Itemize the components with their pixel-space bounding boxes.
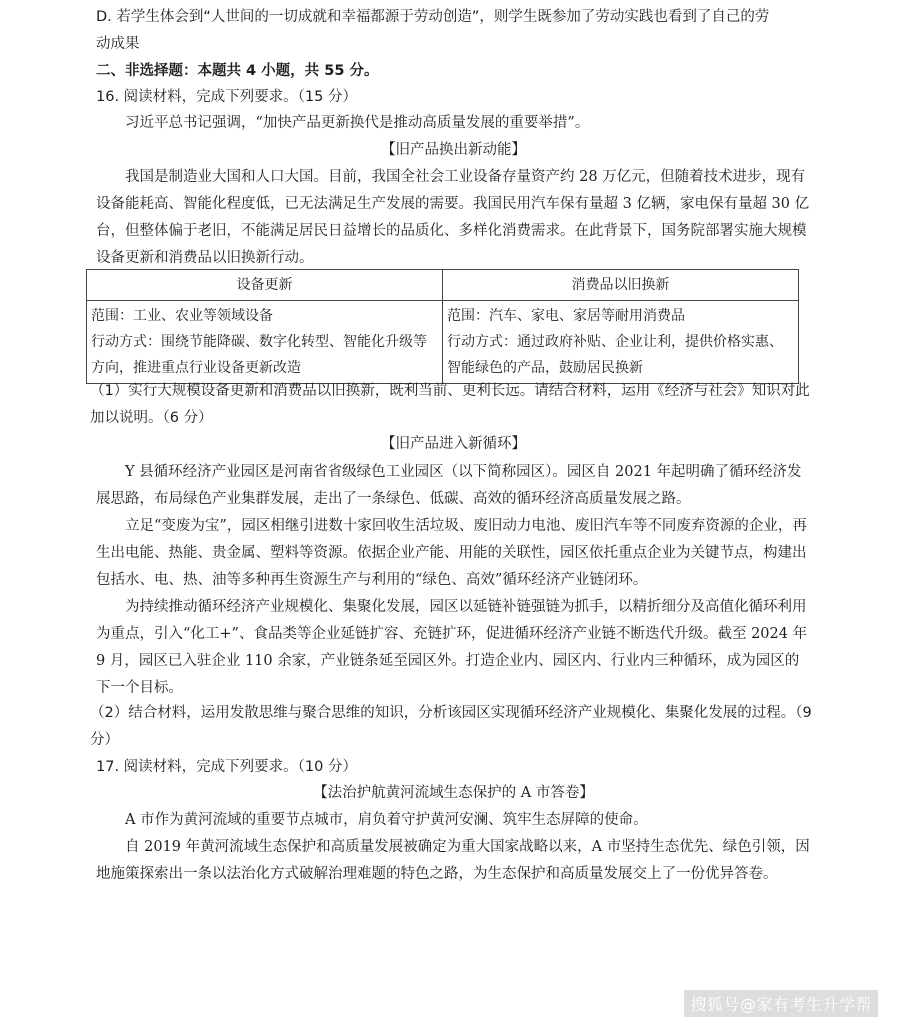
- q16-heading2: 【旧产品进入新循环】: [381, 436, 526, 452]
- q16-para2: Y 县循环经济产业园区是河南省省级绿色工业园区（以下简称园区）。园区自 2021 年起明确了循环经济发展思路，布局绿色产业集群发展，走出了一条绿色、低碳、高效的循环经济高质量发展之路。: [96, 464, 802, 507]
- option-d-line1: D. 若学生体会到“人世间的一切成就和幸福都源于劳动创造”，则学生既参加了劳动实践也看到了自己的劳: [96, 9, 770, 25]
- table-header-row: [87, 270, 799, 301]
- table-header-tradein: 消费品以旧换新: [443, 270, 799, 301]
- equipment-scope: 范围：工业、农业等领域设备: [91, 308, 273, 324]
- q16-para3: 立足“变废为宝”，园区相继引进数十家回收生活垃圾、废旧动力电池、废旧汽车等不同废弃资源的企业，再生出电能、热能、贵金属、塑料等资源。依据企业产能、用能的关联性，园区依托重点企业为关键节点，构建出包括水、电、热、油等多种再生资源生产与利用的“绿色、高效”循环经济产业链闭环。: [96, 518, 807, 588]
- equipment-action: 行动方式：围绕节能降碳、数字化转型、智能化升级等方向，推进重点行业设备更新改造: [91, 334, 427, 376]
- q17-heading: 【法治护航黄河流域生态保护的 A 市答卷】: [313, 785, 594, 801]
- q16-para1: 我国是制造业大国和人口大国。目前，我国全社会工业设备存量资产约 28 万亿元，但随着技术进步，现有设备能耗高、智能化程度低，已无法满足生产发展的需要。我国民用汽车保有量超 3 亿辆，家电保有量超 30 亿台，但整体偏于老旧，不能满足居民日益增长的品质化、多样化消费需求。在此背景下，国务院部署实施大规模设备更新和消费品以旧换新行动。: [96, 169, 810, 266]
- q16-sub2: （2）结合材料，运用发散思维与聚合思维的知识，分析该园区实现循环经济产业规模化、集聚化发展的过程。（9 分）: [90, 705, 812, 748]
- table-cell-tradein: [443, 301, 799, 384]
- option-d-line2: 动成果: [96, 36, 140, 52]
- q16-stem: 16. 阅读材料，完成下列要求。（15 分）: [96, 89, 357, 105]
- table-cell-equipment: [87, 301, 443, 384]
- comparison-table: [86, 269, 799, 384]
- q17-stem: 17. 阅读材料，完成下列要求。（10 分）: [96, 759, 357, 775]
- watermark-label: 搜狐号@家有考生升学帮: [684, 990, 878, 1017]
- table-body-row: [87, 301, 799, 384]
- table-header-equipment: 设备更新: [87, 270, 443, 301]
- section-header: 二、非选择题：本题共 4 小题，共 55 分。: [96, 63, 379, 79]
- q16-para4: 为持续推动循环经济产业规模化、集聚化发展，园区以延链补链强链为抓手，以精折细分及高值化循环利用为重点，引入“化工+”、食品类等企业延链扩容、充链扩环，促进循环经济产业链不断迭代升级。截至 2024 年 9 月，园区已入驻企业 110 余家，产业链条延至园区外。打造企业内、园区内、行业内三种循环，成为园区的下一个目标。: [96, 599, 808, 696]
- q17-para2: 自 2019 年黄河流域生态保护和高质量发展被确定为重大国家战略以来，A 市坚持生态优先、绿色引领，因地施策探索出一条以法治化方式破解治理难题的特色之路，为生态保护和高质量发展交上了一份优异答卷。: [96, 839, 810, 882]
- tradein-scope: 范围：汽车、家电、家居等耐用消费品: [447, 308, 685, 324]
- q17-para1: A 市作为黄河流域的重要节点城市，肩负着守护黄河安澜、筑牢生态屏障的使命。: [125, 812, 648, 828]
- q16-sub1: （1）实行大规模设备更新和消费品以旧换新，既利当前、更利长远。请结合材料，运用《经济与社会》知识对此加以说明。（6 分）: [90, 383, 810, 426]
- q16-quote: 习近平总书记强调，“加快产品更新换代是推动高质量发展的重要举措”。: [125, 115, 590, 131]
- q16-heading1: 【旧产品换出新动能】: [381, 142, 526, 158]
- tradein-action: 行动方式：通过政府补贴、企业让利，提供价格实惠、智能绿色的产品，鼓励居民换新: [447, 334, 783, 376]
